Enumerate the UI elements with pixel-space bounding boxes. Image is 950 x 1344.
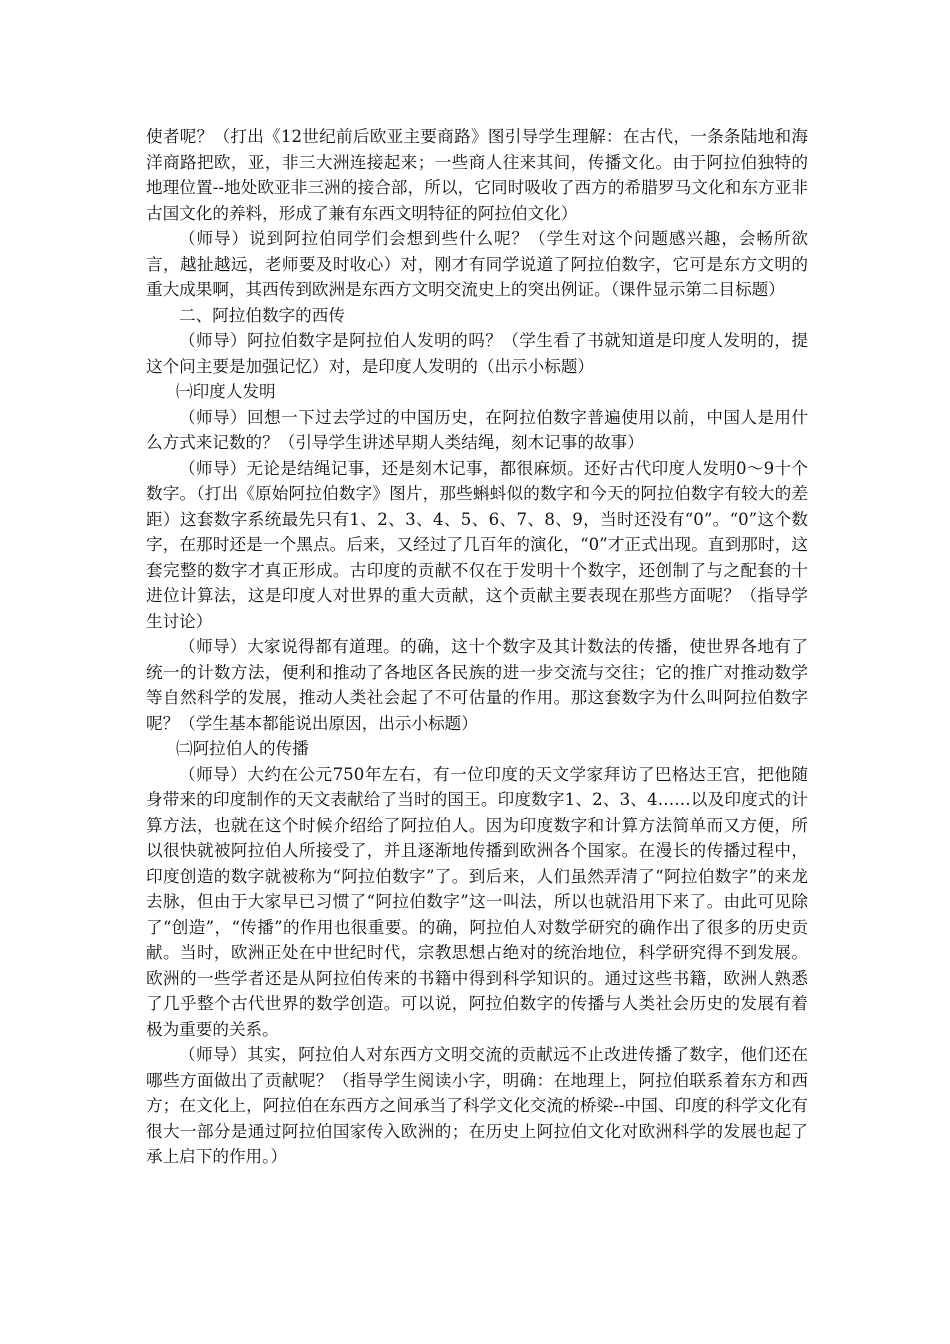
paragraph-arab-thoughts: （师导）说到阿拉伯同学们会想到些什么呢？（学生对这个问题感兴趣，会畅所欲言，越扯越远，老师要及时收心）对，刚才有同学说道了阿拉伯数字，它可是东方文明的重大成果啊，其西传到欧洲是东西方文明交流史上的突出例证。（课件显示第二目标题）: [146, 229, 808, 299]
paragraph-chinese-counting: （师导）回想一下过去学过的中国历史，在阿拉伯数字普遍使用以前，中国人是用什么方式来记数的？（引导学生讲述早期人类结绳，刻木记事的故事）: [146, 407, 808, 452]
document-page: [146, 124, 808, 1170]
subheading-arab-transmission: ㈡阿拉伯人的传播: [176, 739, 309, 758]
paragraph-intro: 使者呢？（打出《12世纪前后欧亚主要商路》图引导学生理解：在古代，一条条陆地和海洋商路把欧，亚，非三大洲连接起来；一些商人往来其间，传播文化。由于阿拉伯独特的地理位置--地处欧亚非三洲的接合部，所以，它同时吸收了西方的希腊罗马文化和东方亚非古国文化的养料，形成了兼有东西文明特征的阿拉伯文化）: [146, 127, 808, 223]
paragraph-baghdad-story: （师导）大约在公元750年左右，有一位印度的天文学家拜访了巴格达王宫，把他随身带来的印度制作的天文表献给了当时的国王。印度数字1、2、3、4……以及印度式的计算方法，也就在这个时候介绍给了阿拉伯人。因为印度数字和计算方法简单而又方便，所以很快就被阿拉伯人所接受了，并且逐渐地传播到欧洲各个国家。在漫长的传播过程中，印度创造的数字就被称为“阿拉伯数字”了。到后来，人们虽然弄清了“阿拉伯数字”的来龙去脉，但由于大家早已习惯了“阿拉伯数字”这一叫法，所以也就沿用下来了。由此可见除了“创造”，“传播”的作用也很重要。的确，阿拉伯人对数学研究的确作出了很多的历史贡献。当时，欧洲正处在中世纪时代，宗教思想占绝对的统治地位，科学研究得不到发展。欧洲的一些学者还是从阿拉伯传来的书籍中得到科学知识的。通过这些书籍，欧洲人熟悉了几乎整个古代世界的数学创造。可以说，阿拉伯数字的传播与人类社会历史的发展有着极为重要的关系。: [146, 764, 808, 1039]
paragraph-ten-digits: （师导）无论是结绳记事，还是刻木记事，都很麻烦。还好古代印度人发明0～9十个数字。（打出《原始阿拉伯数字》图片，那些蝌蚪似的数字和今天的阿拉伯数字有较大的差距）这套数字系统最先只有1、2、3、4、5、6、7、8、9，当时还没有“0”。“0”这个数字，在那时还是一个黑点。后来，又经过了几百年的演化，“0”才正式出现。直到那时，这套完整的数字才真正形成。古印度的贡献不仅在于发明十个数字，还创制了与之配套的十进位计算法，这是印度人对世界的重大贡献，这个贡献主要表现在那些方面呢？（指导学生讨论）: [146, 458, 808, 631]
paragraph-spread-impact: （师导）大家说得都有道理。的确，这十个数字及其计数法的传播，使世界各地有了统一的计数方法，便利和推动了各地区各民族的进一步交流与交往；它的推广对推动数学等自然科学的发展，推动人类社会起了不可估量的作用。那这套数字为什么叫阿拉伯数字呢？（学生基本都能说出原因，出示小标题）: [146, 637, 808, 733]
paragraph-who-invented: （师导）阿拉伯数字是阿拉伯人发明的吗？（学生看了书就知道是印度人发明的，提这个问主要是加强记忆）对，是印度人发明的（出示小标题）: [146, 331, 808, 376]
subheading-indian-invention: ㈠印度人发明: [176, 382, 276, 401]
section-heading-arabic-numerals: 二、阿拉伯数字的西传: [179, 305, 345, 325]
paragraph-arab-contributions: （师导）其实，阿拉伯人对东西方文明交流的贡献远不止改进传播了数字，他们还在哪些方面做出了贡献呢？（指导学生阅读小字，明确：在地理上，阿拉伯联系着东方和西方；在文化上，阿拉伯在东西方之间承当了科学文化交流的桥梁--中国、印度的科学文化有很大一部分是通过阿拉伯国家传入欧洲的；在历史上阿拉伯文化对欧洲科学的发展也起了承上启下的作用。）: [146, 1045, 808, 1166]
